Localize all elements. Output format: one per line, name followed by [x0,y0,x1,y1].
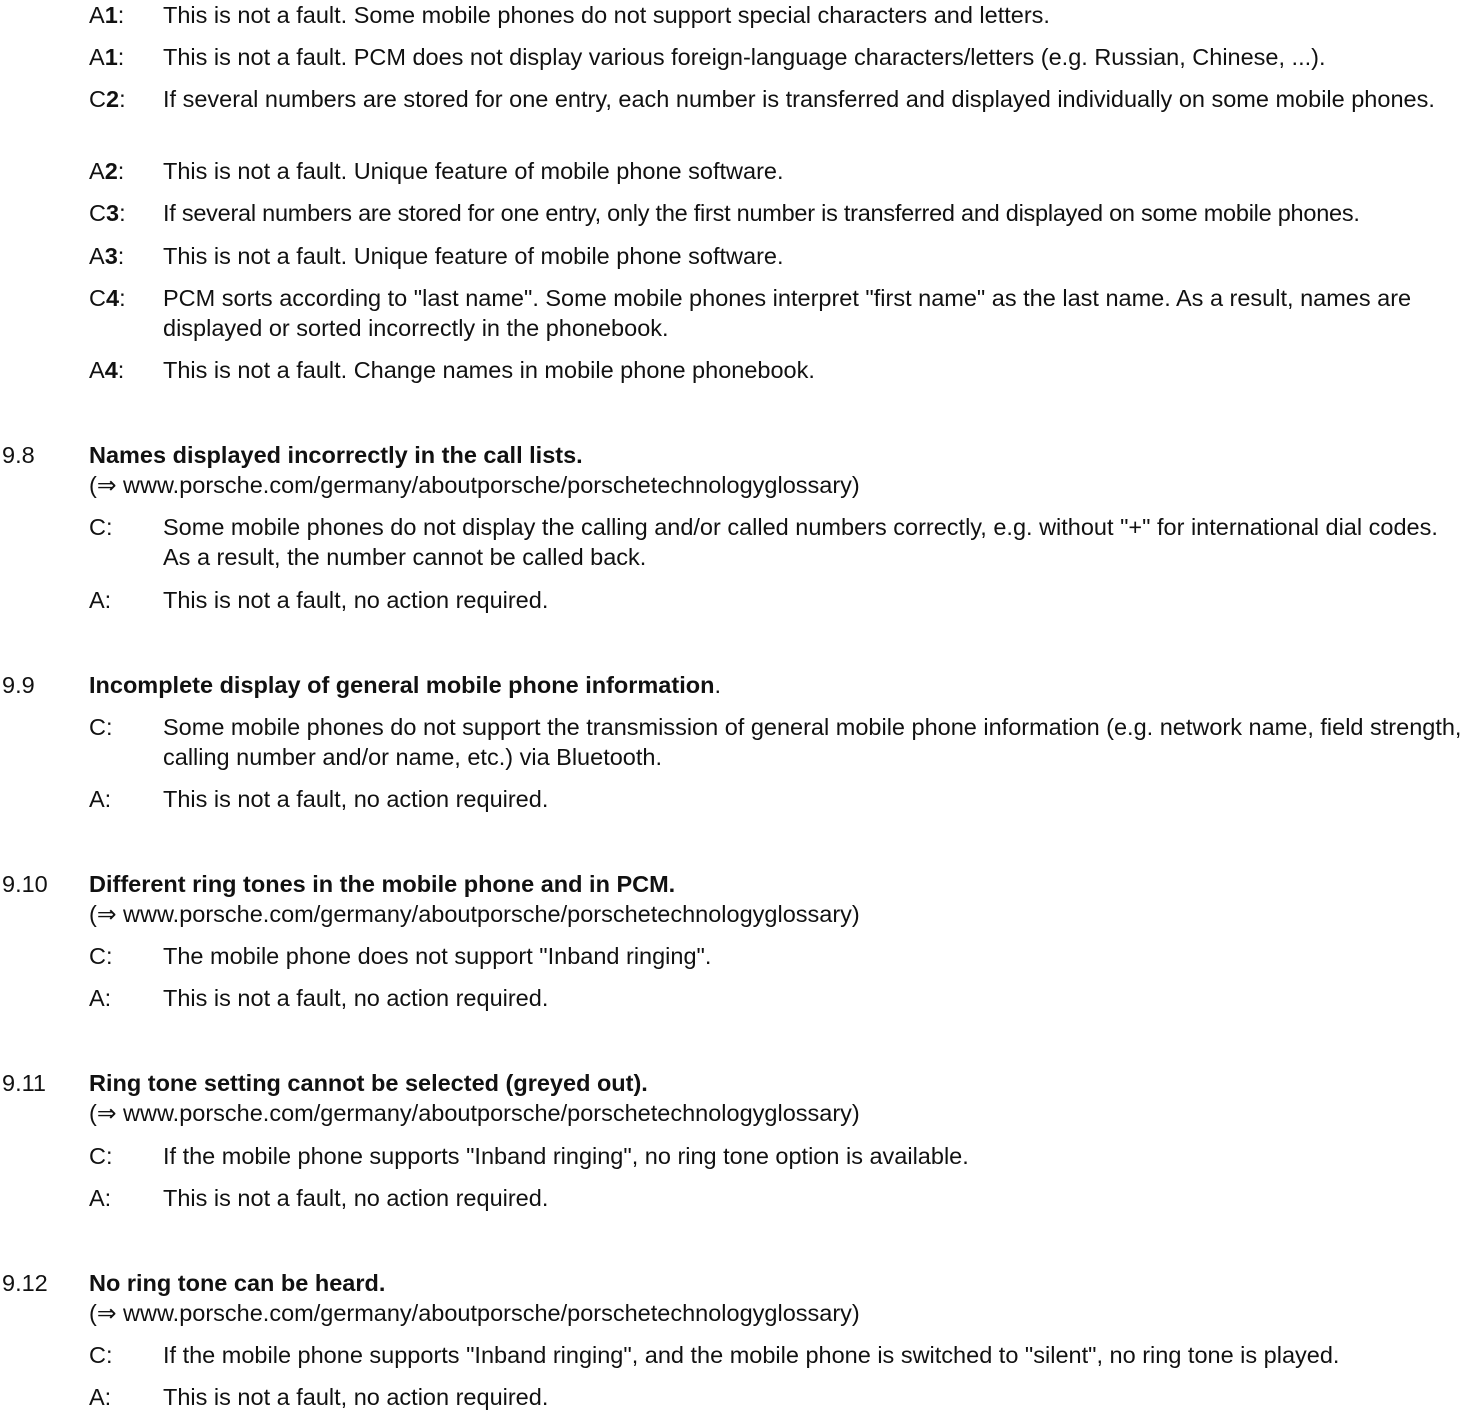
section-title: Different ring tones in the mobile phone and in PCM. [89,871,676,897]
item-text: This is not a fault. Unique feature of mobile phone software. [163,243,784,269]
section-title: Incomplete display of general mobile phone information. [89,672,721,698]
item-label: A: [89,1185,112,1211]
item-label: A: [89,985,112,1011]
item-text: This is not a fault, no action required. [163,1185,549,1211]
item-label: C3: [89,200,126,226]
item-text: Some mobile phones do not display the calling and/or called numbers correctly, e.g. without "+" for international dial codes. As a result, the number cannot be called back. [163,514,1438,570]
reference-link[interactable]: (⇒ www.porsche.com/germany/aboutporsche/porschetechnologyglossary) [89,472,860,498]
item-label: C: [89,514,113,540]
item-label: C: [89,1342,113,1368]
reference-link[interactable]: (⇒ www.porsche.com/germany/aboutporsche/porschetechnologyglossary) [89,901,860,927]
item-text: If the mobile phone supports "Inband ringing", and the mobile phone is switched to "silent", no ring tone is played. [163,1342,1340,1368]
item-text: This is not a fault. Some mobile phones do not support special characters and letters. [163,2,1050,28]
item-text: If several numbers are stored for one entry, only the first number is transferred and displayed on some mobile phones. [163,200,1360,226]
item-label: A3: [89,243,125,269]
section-title: Names displayed incorrectly in the call lists. [89,442,583,468]
item-label: C4: [89,285,126,311]
item-text: This is not a fault. Change names in mobile phone phonebook. [163,357,815,383]
section-number: 9.8 [2,442,35,468]
reference-link[interactable]: (⇒ www.porsche.com/germany/aboutporsche/porschetechnologyglossary) [89,1300,860,1326]
section-title: No ring tone can be heard. [89,1270,386,1296]
item-label: A: [89,587,112,613]
section-title: Ring tone setting cannot be selected (greyed out). [89,1070,648,1096]
item-text: If several numbers are stored for one entry, each number is transferred and displayed individually on some mobile phones. [163,86,1435,112]
item-label: A1: [89,2,125,28]
section-number: 9.12 [2,1270,48,1296]
item-text: This is not a fault, no action required. [163,587,549,613]
reference-link[interactable]: (⇒ www.porsche.com/germany/aboutporsche/porschetechnologyglossary) [89,1100,860,1126]
item-text: This is not a fault, no action required. [163,1384,549,1410]
section-number: 9.9 [2,672,35,698]
item-text: If the mobile phone supports "Inband ringing", no ring tone option is available. [163,1143,969,1169]
item-text: Some mobile phones do not support the transmission of general mobile phone information (e.g. network name, field strength, calling number and/or name, etc.) via Bluetooth. [163,714,1462,770]
item-text: This is not a fault, no action required. [163,786,549,812]
item-label: C: [89,943,113,969]
item-text: This is not a fault, no action required. [163,985,549,1011]
item-label: C: [89,714,113,740]
item-text: This is not a fault. PCM does not display various foreign-language characters/letters (e.g. Russian, Chinese, ...). [163,44,1326,70]
item-label: A: [89,1384,112,1410]
item-label: A: [89,786,112,812]
item-label: C: [89,1143,113,1169]
item-text: This is not a fault. Unique feature of mobile phone software. [163,158,784,184]
section-number: 9.10 [2,871,48,897]
item-label: C2: [89,86,126,112]
item-label: A1: [89,44,125,70]
item-text: The mobile phone does not support "Inband ringing". [163,943,712,969]
item-label: A4: [89,357,125,383]
item-label: A2: [89,158,125,184]
item-text: PCM sorts according to "last name". Some mobile phones interpret "first name" as the last name. As a result, names are displayed or sorted incorrectly in the phonebook. [163,285,1412,341]
section-number: 9.11 [2,1070,46,1096]
